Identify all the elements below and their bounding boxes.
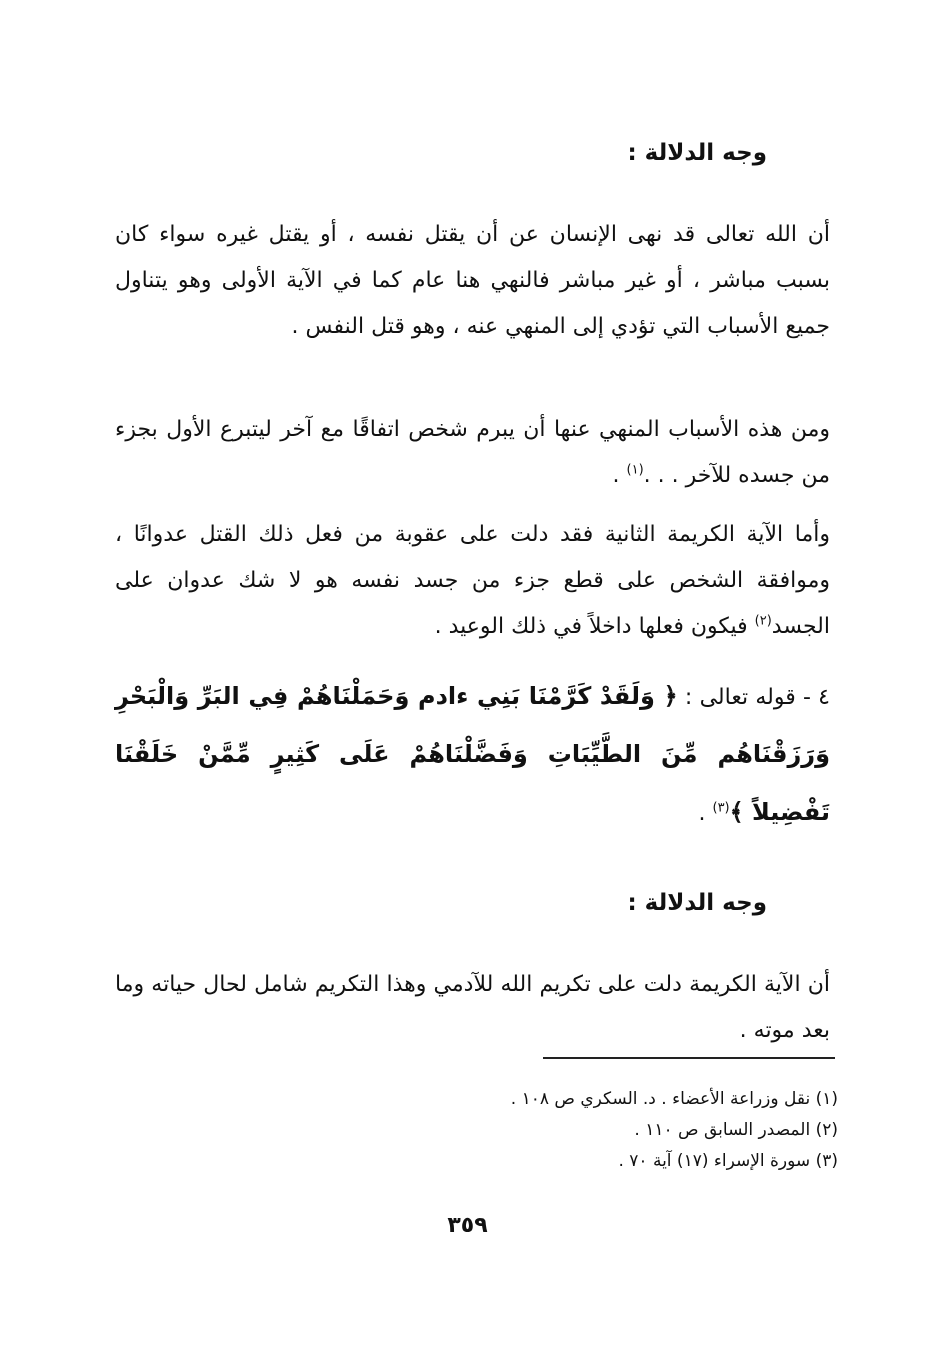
paragraph-5: أن الآية الكريمة دلت على تكريم الله للآدمي وهذا التكريم شامل لحال حياته وما بعد موته . — [115, 972, 830, 1043]
quran-verse: ﴿ وَلَقَدْ كَرَّمْنَا بَنِي ءادم وَحَمَلْنَاهُمْ فِي البَرِّ وَالْبَحْرِ وَرَزَقْنَاهُم مِّنَ الطَّيِّبَاتِ وَفَضَّلْنَاهُمْ عَلَى كَثِيرٍ مِّمَّنْ خَلَقْنَا تَفْضِيلاً ﴾ — [115, 682, 830, 826]
paragraph-2-end: . — [612, 463, 627, 488]
footnote-ref-2: (٢) — [754, 613, 772, 629]
page-number: ٣٥٩ — [447, 1213, 488, 1238]
paragraph-1: أن الله تعالى قد نهى الإنسان عن أن يقتل نفسه ، أو يقتل غيره سواء كان بسبب مباشر ، أو غير مباشر فالنهي هنا عام كما في الآية الأولى وهو يتناول جميع الأسباب التي تؤدي إلى المنهي عنه ، وهو قتل النفس . — [115, 222, 830, 339]
paragraph-4-end: . — [698, 801, 713, 826]
footnote-ref-1: (١) — [626, 462, 644, 478]
footnote-1: (١) نقل وزراعة الأعضاء . د. السكري ص ١٠٨ . — [510, 1089, 838, 1109]
section-heading-1: وجه الدلالة : — [627, 140, 767, 166]
footnote-separator — [543, 1057, 835, 1059]
paragraph-2 — [115, 407, 830, 499]
footnote-ref-3: (٣) — [712, 800, 730, 816]
paragraph-3-end: فيكون فعلها داخلاً في ذلك الوعيد . — [434, 614, 755, 639]
paragraph-3-text: وأما الآية الكريمة الثانية فقد دلت على عقوبة من فعل ذلك القتل عدوانًا ، وموافقة الشخص على قطع جزء من جسد نفسه هو لا شك عدوان على الجسد — [115, 522, 830, 639]
paragraph-4 — [115, 668, 830, 842]
footnote-3: (٣) سورة الإسراء (١٧) آية ٧٠ . — [618, 1151, 838, 1171]
paragraph-4-lead: ٤ - قوله تعالى : — [677, 685, 830, 710]
paragraph-3 — [115, 512, 830, 650]
paragraph-2-text: ومن هذه الأسباب المنهي عنها أن يبرم شخص اتفاقًا مع آخر ليتبرع الأول بجزء من جسده للآخر . . . — [115, 417, 830, 488]
section-heading-2: وجه الدلالة : — [627, 890, 767, 916]
footnotes — [138, 1084, 838, 1177]
footnote-2: (٢) المصدر السابق ص ١١٠ . — [634, 1120, 838, 1140]
